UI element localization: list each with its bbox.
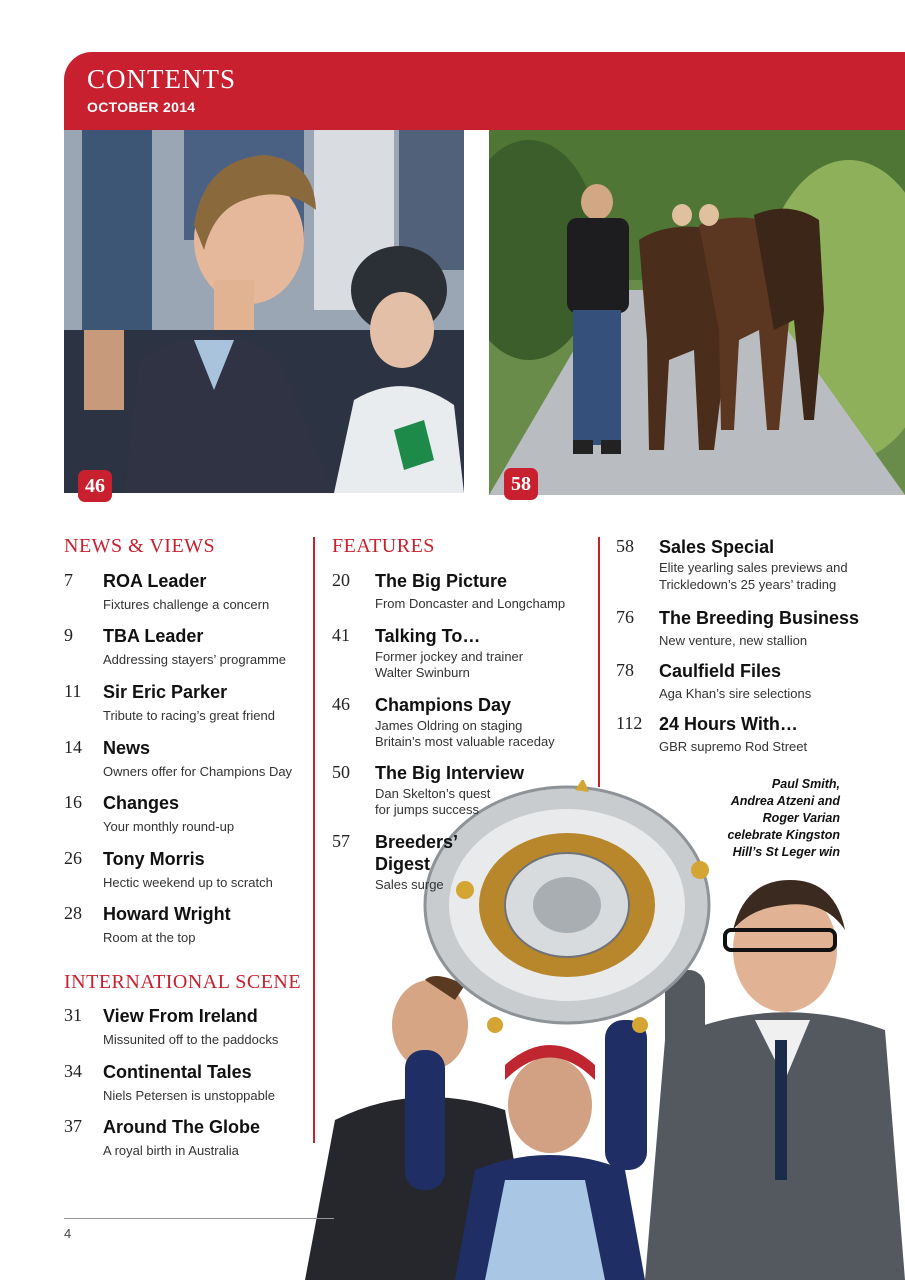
caption-line: celebrate Kingston (727, 828, 840, 842)
page-title: CONTENTS (87, 64, 236, 94)
toc-title: TBA Leader (103, 626, 204, 646)
toc-page-number: 28 (64, 903, 82, 923)
toc-description: Sales surge (375, 877, 444, 892)
toc-description: Tribute to racing’s great friend (103, 708, 275, 723)
toc-page-number: 26 (64, 848, 82, 868)
toc-title: Changes (103, 793, 180, 813)
toc-description: James Oldring on staging (375, 718, 523, 733)
toc-title: Talking To… (375, 626, 481, 646)
toc-title: The Breeding Business (659, 608, 860, 628)
toc-title: Around The Globe (103, 1117, 260, 1137)
toc-title: The Big Interview (375, 763, 525, 783)
toc-page-number: 46 (332, 694, 350, 714)
photo-man-and-jockey (64, 130, 464, 493)
toc-title: Continental Tales (103, 1062, 252, 1082)
toc-description: Niels Petersen is unstoppable (103, 1088, 275, 1103)
toc-title: Champions Day (375, 695, 512, 715)
toc-description: Addressing stayers’ programme (103, 652, 287, 667)
toc-title: Caulfield Files (659, 661, 782, 681)
toc-description: Aga Khan’s sire selections (659, 686, 812, 701)
toc-description: Fixtures challenge a concern (103, 597, 270, 612)
toc-description: Former jockey and trainer (375, 649, 524, 664)
toc-page-number: 78 (616, 660, 634, 680)
toc-description: Britain’s most valuable raceday (375, 734, 555, 749)
photo-page-badge-58: 58 (504, 468, 538, 500)
photo-horses-walking (489, 130, 905, 495)
caption-line: Paul Smith, (771, 777, 840, 791)
photo-caption (700, 776, 840, 861)
toc-title: Sir Eric Parker (103, 682, 228, 702)
footer-rule (64, 1218, 334, 1219)
contents-header (64, 52, 905, 130)
toc-description: A royal birth in Australia (103, 1143, 239, 1158)
toc-title: The Big Picture (375, 571, 508, 591)
toc-page-number: 37 (64, 1116, 82, 1136)
toc-description: GBR supremo Rod Street (659, 739, 808, 754)
toc-page-number: 112 (616, 713, 643, 733)
issue-date: OCTOBER 2014 (87, 99, 196, 115)
toc-description: Owners offer for Champions Day (103, 764, 293, 779)
column-divider-right (598, 537, 600, 787)
toc-title: ROA Leader (103, 571, 207, 591)
toc-title: View From Ireland (103, 1006, 258, 1026)
toc-page-number: 31 (64, 1005, 82, 1025)
toc-page-number: 11 (64, 681, 82, 701)
toc-title: Howard Wright (103, 904, 231, 924)
toc-page-number: 20 (332, 570, 350, 590)
toc-page-number: 57 (332, 831, 350, 851)
page-number: 4 (64, 1226, 72, 1241)
photo-page-badge-46: 46 (78, 470, 112, 502)
toc-description: Missunited off to the paddocks (103, 1032, 279, 1047)
toc-title: Tony Morris (103, 849, 205, 869)
toc-title: 24 Hours With… (659, 714, 798, 734)
toc-title: Sales Special (659, 537, 775, 557)
toc-description: Trickledown’s 25 years’ trading (659, 577, 837, 592)
toc-page-number: 14 (64, 737, 82, 757)
toc-title: News (103, 738, 151, 758)
toc-description: Elite yearling sales previews and (659, 560, 848, 575)
toc-description: Your monthly round-up (103, 819, 235, 834)
toc-page-number: 41 (332, 625, 350, 645)
toc-description: From Doncaster and Longchamp (375, 596, 566, 611)
toc-page-number: 7 (64, 570, 73, 590)
caption-line: Hill’s St Leger win (732, 845, 840, 859)
toc-title-line-2: Digest (375, 854, 431, 874)
caption-line: Roger Varian (762, 811, 840, 825)
toc-description: New venture, new stallion (659, 633, 808, 648)
toc-title: Breeders’ (375, 832, 459, 852)
toc-page-number: 34 (64, 1061, 82, 1081)
toc-page-number: 50 (332, 762, 350, 782)
toc-description: Hectic weekend up to scratch (103, 875, 273, 890)
toc-description: Walter Swinburn (375, 665, 470, 680)
toc-page-number: 9 (64, 625, 73, 645)
section-heading-news-views: NEWS & VIEWS (64, 535, 216, 557)
caption-line: Andrea Atzeni and (730, 794, 840, 808)
toc-page-number: 58 (616, 536, 634, 556)
section-heading-international: INTERNATIONAL SCENE (64, 971, 302, 993)
toc-page-number: 16 (64, 792, 82, 812)
toc-description: Dan Skelton’s quest (375, 786, 491, 801)
toc-description: Room at the top (103, 930, 196, 945)
section-heading-features: FEATURES (332, 535, 435, 557)
toc-page-number: 76 (616, 607, 634, 627)
toc-description: for jumps success (375, 802, 480, 817)
